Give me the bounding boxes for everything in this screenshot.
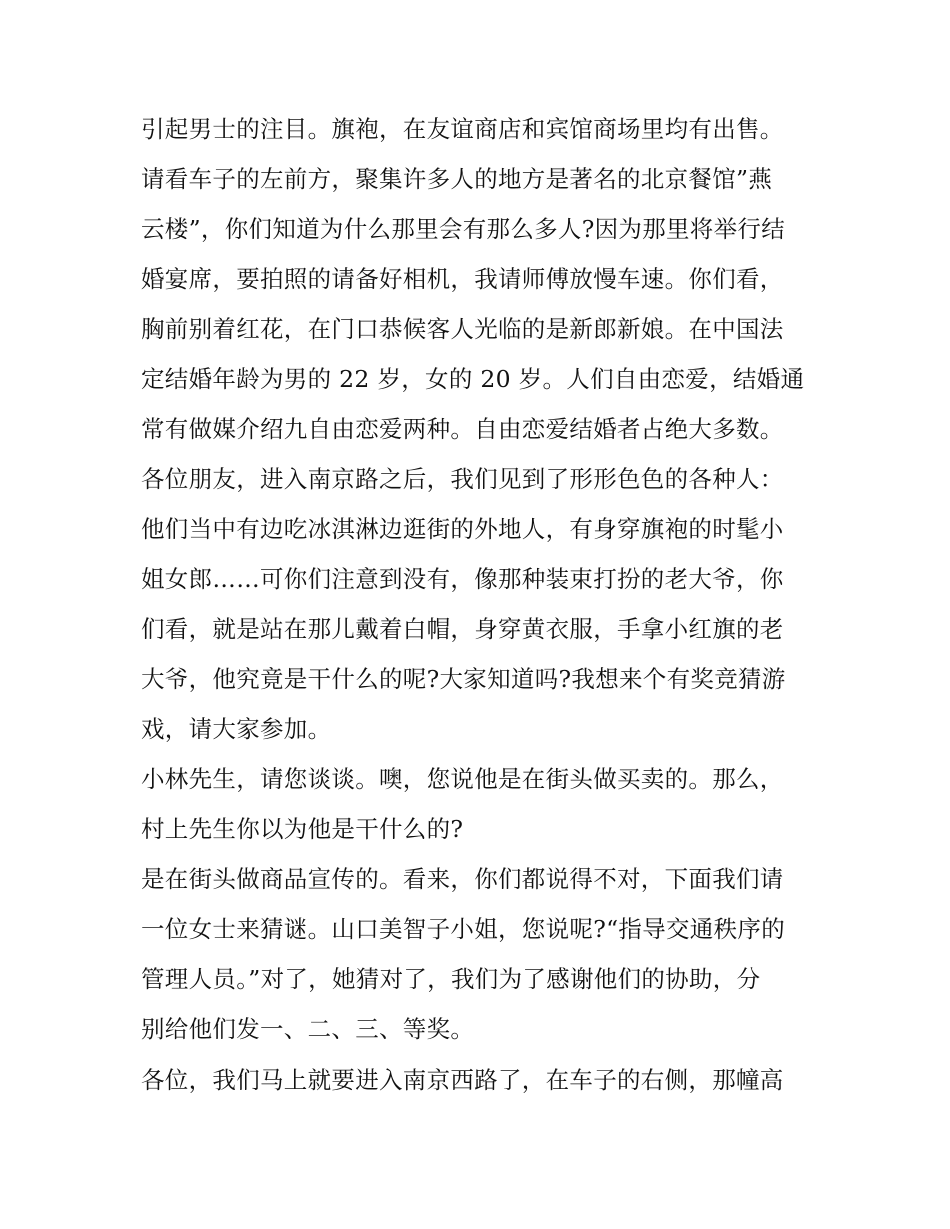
text-line: 别给他们发一、二、三、等奖。 bbox=[141, 1015, 475, 1043]
text-line: 婚宴席，要拍照的请备好相机，我请师傅放慢车速。你们看， bbox=[141, 265, 784, 293]
text-line: 戏，请大家参加。 bbox=[141, 715, 332, 743]
text-line: 请看车子的左前方，聚集许多人的地方是著名的北京餐馆”燕 bbox=[141, 165, 773, 193]
text-line: 一位女士来猜谜。山口美智子小姐，您说呢?“指导交通秩序的 bbox=[141, 915, 786, 943]
text-line: 管理人员。”对了，她猜对了，我们为了感谢他们的协助，分 bbox=[141, 965, 761, 993]
text-line: 他们当中有边吃冰淇淋边逛街的外地人，有身穿旗袍的时髦小 bbox=[141, 515, 784, 543]
text-line: 引起男士的注目。旗袍，在友谊商店和宾馆商场里均有出售。 bbox=[141, 115, 784, 143]
text-line: 云楼”，你们知道为什么那里会有那么多人?因为那里将举行结 bbox=[141, 215, 786, 243]
text-line: 姐女郎……可你们注意到没有，像那种装束打扮的老大爷，你 bbox=[141, 565, 784, 593]
text-line: 村上先生你以为他是干什么的? bbox=[141, 815, 464, 843]
text-line: 各位朋友，进入南京路之后，我们见到了形形色色的各种人： bbox=[141, 465, 784, 493]
text-line: 定结婚年龄为男的 22 岁，女的 20 岁。人们自由恋爱，结婚通 bbox=[141, 365, 805, 393]
text-line: 大爷，他究竟是干什么的呢?大家知道吗?我想来个有奖竞猜游 bbox=[141, 665, 786, 693]
text-line: 胸前别着红花，在门口恭候客人光临的是新郎新娘。在中国法 bbox=[141, 315, 784, 343]
text-line: 各位，我们马上就要进入南京西路了，在车子的右侧，那幢高 bbox=[141, 1066, 784, 1094]
text-line: 常有做媒介绍九自由恋爱两种。自由恋爱结婚者占绝大多数。 bbox=[141, 415, 784, 443]
text-line: 小林先生，请您谈谈。噢，您说他是在街头做买卖的。那么， bbox=[141, 765, 784, 793]
body-text bbox=[141, 104, 821, 1105]
text-line: 是在街头做商品宣传的。看来，你们都说得不对，下面我们请 bbox=[141, 865, 784, 893]
text-line: 们看，就是站在那儿戴着白帽，身穿黄衣服，手拿小红旗的老 bbox=[141, 615, 784, 643]
